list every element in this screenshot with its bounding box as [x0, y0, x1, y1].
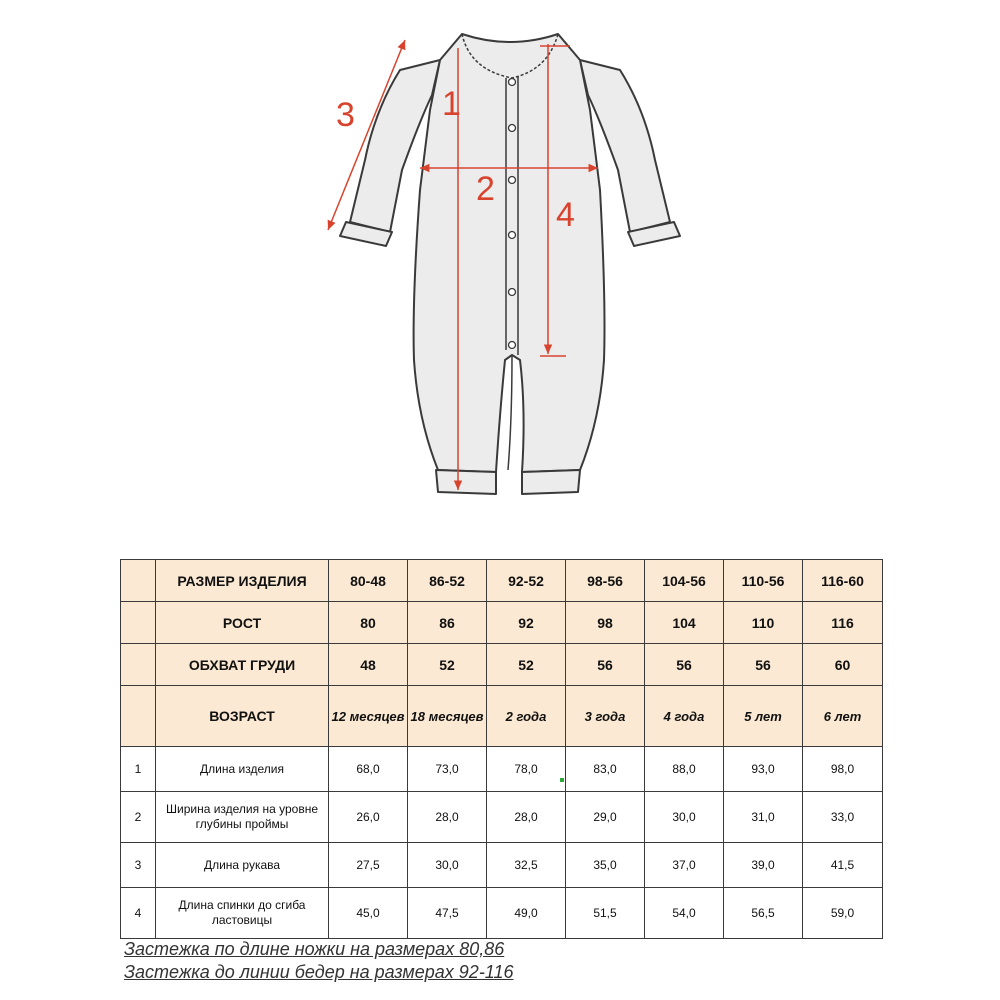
measurement-value-cell: 83,0: [566, 747, 645, 792]
measurement-value-cell: 32,5: [487, 843, 566, 888]
measurement-value-cell: 39,0: [724, 843, 803, 888]
measurement-value-cell: 49,0: [487, 888, 566, 939]
header-value-cell: 60: [803, 644, 883, 686]
header-label-cell: РАЗМЕР ИЗДЕЛИЯ: [156, 560, 329, 602]
measurement-label-cell: Длина изделия: [156, 747, 329, 792]
size-chart-table: [120, 559, 883, 939]
header-value-cell: 116-60: [803, 560, 883, 602]
measurement-value-cell: 56,5: [724, 888, 803, 939]
measure-label-1: 1: [442, 85, 461, 123]
measurement-row: [121, 747, 883, 792]
header-value-cell: 80: [329, 602, 408, 644]
header-blank-cell: [121, 602, 156, 644]
header-value-cell: 18 месяцев: [408, 686, 487, 747]
measurement-value-cell: 28,0: [408, 792, 487, 843]
header-value-cell: 86: [408, 602, 487, 644]
measurement-value-cell: 29,0: [566, 792, 645, 843]
measurement-value-cell: 47,5: [408, 888, 487, 939]
measure-label-4: 4: [556, 196, 575, 234]
header-blank-cell: [121, 560, 156, 602]
measure-label-2: 2: [476, 170, 495, 208]
header-label-cell: ОБХВАТ ГРУДИ: [156, 644, 329, 686]
header-row: [121, 560, 883, 602]
header-value-cell: 80-48: [329, 560, 408, 602]
measurement-value-cell: 30,0: [645, 792, 724, 843]
header-value-cell: 104: [645, 602, 724, 644]
measurement-value-cell: 68,0: [329, 747, 408, 792]
note-line-1: Застежка по длине ножки на размерах 80,86: [124, 939, 505, 959]
measurement-value-cell: 41,5: [803, 843, 883, 888]
measurement-row: [121, 888, 883, 939]
note-line-2: Застежка до линии бедер на размерах 92-116: [124, 962, 514, 982]
header-blank-cell: [121, 644, 156, 686]
header-row: [121, 602, 883, 644]
measurement-value-cell: 37,0: [645, 843, 724, 888]
measurement-value-cell: 78,0: [487, 747, 566, 792]
measurement-number-cell: 3: [121, 843, 156, 888]
header-value-cell: 86-52: [408, 560, 487, 602]
header-row: [121, 644, 883, 686]
header-value-cell: 98-56: [566, 560, 645, 602]
header-blank-cell: [121, 686, 156, 747]
measurement-value-cell: 31,0: [724, 792, 803, 843]
header-value-cell: 6 лет: [803, 686, 883, 747]
header-value-cell: 92-52: [487, 560, 566, 602]
measurement-row: [121, 792, 883, 843]
measurement-label-cell: Ширина изделия на уровне глубины проймы: [156, 792, 329, 843]
header-value-cell: 92: [487, 602, 566, 644]
measurement-number-cell: 2: [121, 792, 156, 843]
header-value-cell: 52: [408, 644, 487, 686]
measurement-value-cell: 98,0: [803, 747, 883, 792]
measurement-value-cell: 45,0: [329, 888, 408, 939]
measurement-number-cell: 1: [121, 747, 156, 792]
header-value-cell: 12 месяцев: [329, 686, 408, 747]
measurement-value-cell: 35,0: [566, 843, 645, 888]
header-label-cell: ВОЗРАСТ: [156, 686, 329, 747]
measurement-value-cell: 26,0: [329, 792, 408, 843]
garment-diagram: [300, 20, 720, 510]
measurement-number-cell: 4: [121, 888, 156, 939]
header-value-cell: 104-56: [645, 560, 724, 602]
fastener-notes: [124, 938, 514, 984]
measurement-value-cell: 73,0: [408, 747, 487, 792]
header-value-cell: 110: [724, 602, 803, 644]
measure-label-3: 3: [336, 96, 355, 134]
header-value-cell: 116: [803, 602, 883, 644]
header-value-cell: 110-56: [724, 560, 803, 602]
measurement-value-cell: 59,0: [803, 888, 883, 939]
measurement-value-cell: 30,0: [408, 843, 487, 888]
measurement-value-cell: 51,5: [566, 888, 645, 939]
header-value-cell: 48: [329, 644, 408, 686]
measurement-value-cell: 93,0: [724, 747, 803, 792]
measurement-value-cell: 88,0: [645, 747, 724, 792]
header-value-cell: 2 года: [487, 686, 566, 747]
header-label-cell: РОСТ: [156, 602, 329, 644]
measurement-value-cell: 54,0: [645, 888, 724, 939]
measurement-value-cell: 28,0: [487, 792, 566, 843]
header-value-cell: 98: [566, 602, 645, 644]
header-row: [121, 686, 883, 747]
header-value-cell: 4 года: [645, 686, 724, 747]
measurement-label-cell: Длина рукава: [156, 843, 329, 888]
header-value-cell: 56: [724, 644, 803, 686]
measurement-row: [121, 843, 883, 888]
measurement-value-cell: 33,0: [803, 792, 883, 843]
header-value-cell: 52: [487, 644, 566, 686]
header-value-cell: 56: [645, 644, 724, 686]
measurement-label-cell: Длина спинки до сгиба ластовицы: [156, 888, 329, 939]
green-dot-mark: [560, 778, 564, 782]
header-value-cell: 5 лет: [724, 686, 803, 747]
header-value-cell: 56: [566, 644, 645, 686]
header-value-cell: 3 года: [566, 686, 645, 747]
measurement-value-cell: 27,5: [329, 843, 408, 888]
